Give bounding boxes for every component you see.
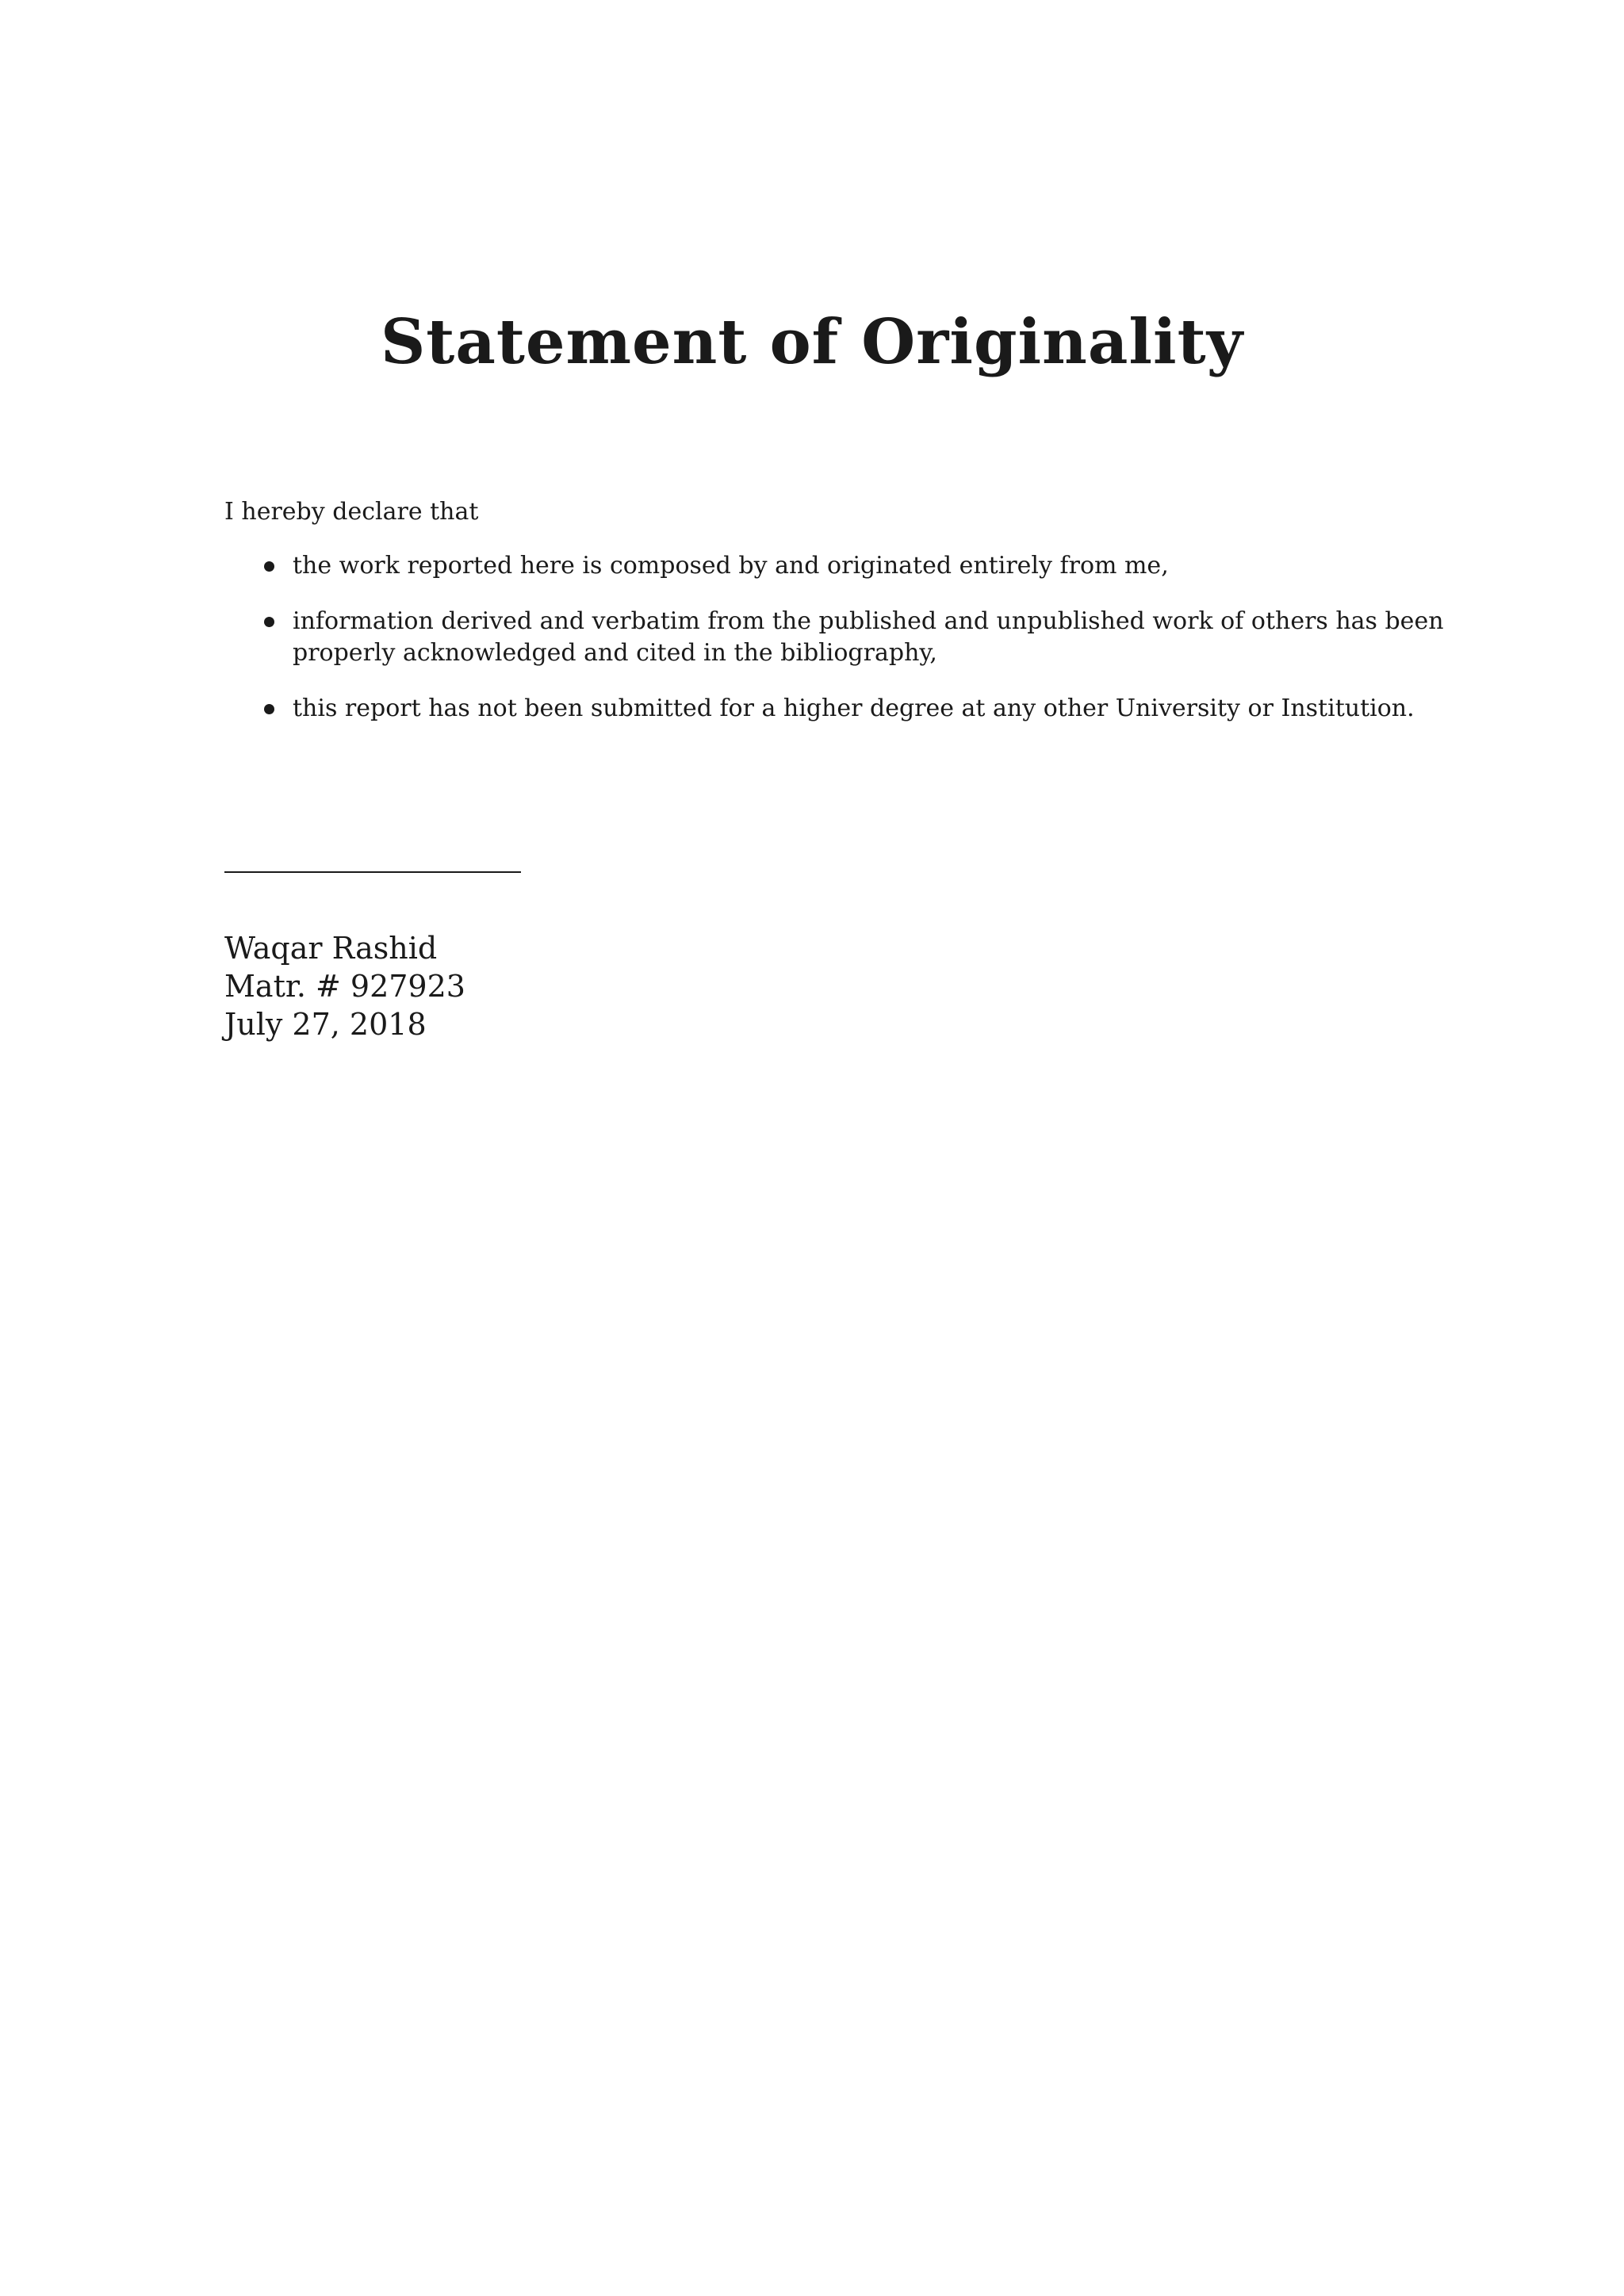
signature-line (224, 871, 521, 873)
declaration-intro: I hereby declare that (224, 498, 479, 526)
signer-block (224, 929, 465, 1043)
declaration-text: the work reported here is composed by and originated entirely from me, (293, 552, 1169, 580)
declaration-text: information derived and verbatim from the published and unpublished work of others has been properly acknowledged and cited in the bibliography, (293, 607, 1444, 667)
signer-name: Waqar Rashid (224, 931, 438, 966)
declaration-item (224, 550, 1446, 582)
signature-date: July 27, 2018 (224, 1007, 427, 1042)
bullet-icon (264, 704, 274, 714)
bullet-icon (264, 617, 274, 627)
page-title: Statement of Originality (380, 306, 1244, 378)
declaration-list (224, 550, 1446, 748)
declaration-text: this report has not been submitted for a higher degree at any other University or Institution. (293, 695, 1415, 722)
declaration-item (224, 606, 1446, 669)
signer-matriculation: Matr. # 927923 (224, 969, 465, 1004)
declaration-item (224, 693, 1446, 725)
bullet-icon (264, 561, 274, 572)
